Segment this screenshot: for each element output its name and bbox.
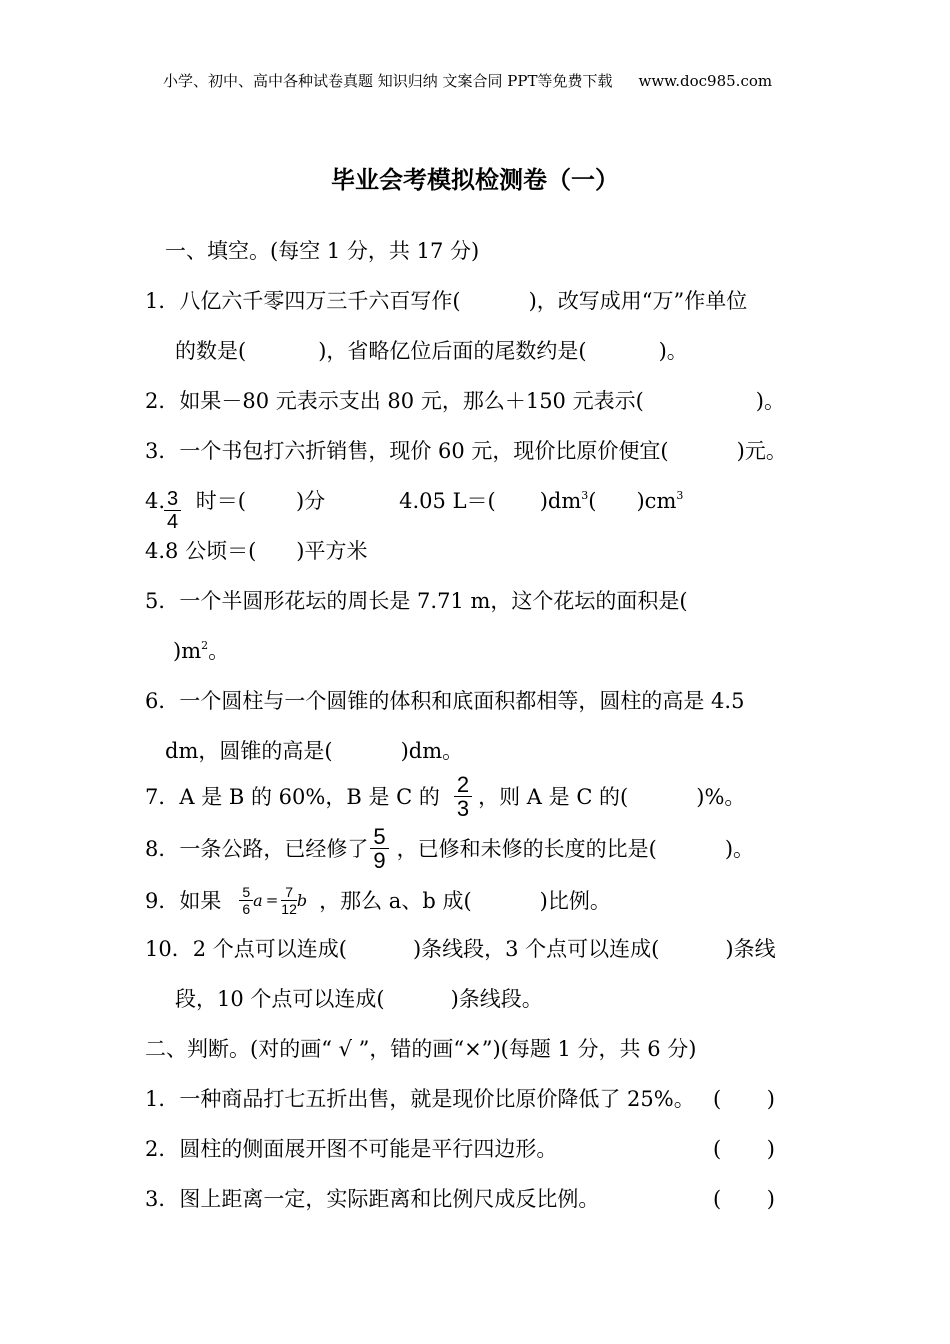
question-7: 7．A 是 B 的 60%，B 是 C 的 $\frac{2}{3}$ ，则 A 是 C 的( )%。 [145, 771, 746, 821]
question-6-line2: dm，圆锥的高是( )dm。 [165, 739, 464, 763]
judgment-answer-box[interactable]: ( ) [713, 1187, 775, 1211]
question-9: 9．如果 $\frac{5}{6}$ a = $\frac{7}{12}$ b ，那么 a、b 成( )比例。 [145, 883, 611, 917]
fraction-five-ninths: $\frac{5}{9}$ [370, 825, 388, 872]
question-5-line2: )$m^2$。 [173, 639, 230, 663]
question-10-line2: 段，10 个点可以连成( )条线段。 [175, 987, 543, 1011]
question-6-line1: 6．一个圆柱与一个圆锥的体积和底面积都相等，圆柱的高是 4.5 [145, 689, 745, 713]
question-10-line1: 10．2 个点可以连成( )条线段，3 个点可以连成( )条线 [145, 937, 776, 961]
question-1-line1: 1．八亿六千零四万三千六百写作( )，改写成用“万”作单位 [145, 289, 748, 313]
header-text: 小学、初中、高中各种试卷真题 知识归纳 文案合同 PPT等免费下载 [163, 72, 613, 90]
proportion-equation: $\frac{5}{6}$ a = $\frac{7}{12}$ b [239, 884, 307, 917]
section1-heading: 一、填空。(每空 1 分，共 17 分) [165, 239, 480, 263]
judgment-item-3: 3．图上距离一定，实际距离和比例尺成反比例。 [145, 1187, 600, 1211]
fraction-five-sixths: $\frac{5}{6}$ [239, 884, 253, 917]
judgment-answer-box[interactable]: ( ) [713, 1087, 775, 1111]
fraction-three-quarters: $\frac{3}{4}$ [164, 488, 181, 533]
question-8: 8．一条公路，已经修了 $\frac{5}{9}$ ，已修和未修的长度的比是( )。 [145, 823, 755, 873]
page-title: 毕业会考模拟检测卷（一） [331, 166, 619, 194]
fraction-seven-twelfths: $\frac{7}{12}$ [281, 883, 297, 917]
header-site: www.doc985.com [638, 72, 773, 90]
judgment-item-1: 1．一种商品打七五折出售，就是现价比原价降低了 25%。 [145, 1087, 695, 1111]
question-1-line2: 的数是( )，省略亿位后面的尾数约是( )。 [175, 339, 688, 363]
page-header [163, 70, 772, 91]
section2-heading: 二、判断。(对的画“ √ ”，错的画“×”)(每题 1 分，共 6 分) [145, 1037, 697, 1061]
question-5-line1: 5．一个半圆形花坛的周长是 7.71 m，这个花坛的面积是( [145, 589, 688, 613]
question-2: 2．如果－80 元表示支出 80 元，那么＋150 元表示( )。 [145, 389, 785, 413]
question-4-line1: 4. 时＝( )分 4.05 L＝( )$dm^3$( )$cm^3$ [145, 489, 684, 513]
fraction-two-thirds: $\frac{2}{3}$ [454, 773, 472, 820]
judgment-answer-box[interactable]: ( ) [713, 1137, 775, 1161]
question-3: 3．一个书包打六折销售，现价 60 元，现价比原价便宜( )元。 [145, 439, 787, 463]
question-4-line2: 4.8 公顷＝( )平方米 [145, 539, 368, 563]
judgment-item-2: 2．圆柱的侧面展开图不可能是平行四边形。 [145, 1137, 558, 1161]
